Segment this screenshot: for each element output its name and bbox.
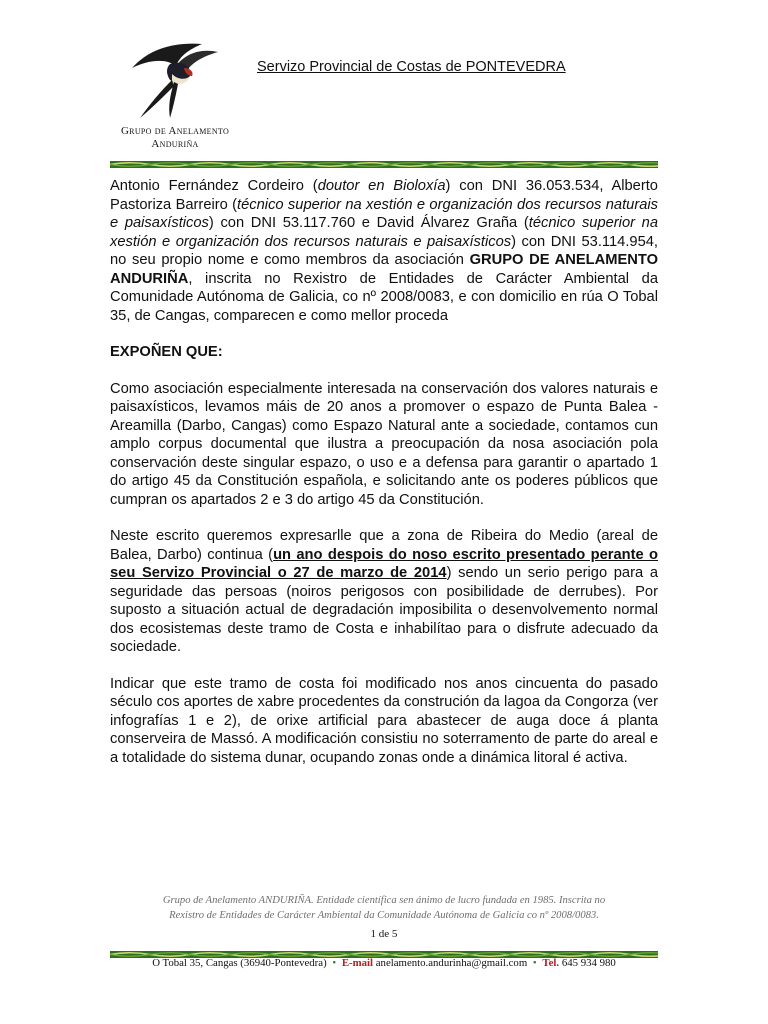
org-logo-text [100, 125, 250, 151]
org-name-line1: Grupo de Anelamento [120, 125, 230, 137]
footer-note-line1: Grupo de Anelamento ANDURIÑA. Entidade científica sen ánimo de lucro fundada en 1985. Inscrita no [162, 895, 606, 906]
intro-org-name: GRUPO DE ANELAMENTO ANDURIÑA [110, 252, 658, 287]
intro-text: ) con DNI 53.114.954, no seu propio nome e como membros da asociación [110, 233, 658, 268]
swallow-logo-icon [130, 40, 220, 120]
intro-qualification: técnico superior na xestión e organización dos recursos naturais e paisaxísticos [110, 196, 658, 231]
footer-note [100, 893, 668, 923]
bullet-separator: • [332, 957, 337, 969]
intro-qualification: técnico superior na xestión e organización dos recursos naturais e paisaxísticos [110, 215, 658, 250]
paragraph-1: Como asociación especialmente interesada na conservación dos valores naturais e paisaxísticos, levamos máis de 20 anos a promover o espazo de Punta Balea - Areamilla (Darbo, Cangas) como Espazo Natural ante a sociedade, contamos cun amplo corpus documental que ilustra a preocupación da nosa asociación pola conservación deste singular espazo, o uso e a defensa para garantir o apartado 1 do artigo 45 da Constitución española, e solicitando ante os poderes públicos que cumpran os apartados 2 e 3 do artigo 45 da Constitución. [110, 380, 658, 508]
paragraph-2-emphasis: un ano despois do noso escrito presentado perante o seu Servizo Provincial o 27 de marzo de 2014 [110, 546, 658, 581]
intro-degree: doutor en Bioloxía [317, 178, 446, 194]
intro-text: ) con DNI 53.117.760 e David Álvarez Graña ( [208, 215, 529, 231]
footer-contact [0, 957, 768, 969]
intro-text: Antonio Fernández Cordeiro ( [110, 178, 318, 194]
paragraph-2 [110, 527, 658, 657]
intro-paragraph [110, 177, 658, 325]
letter-body [110, 177, 658, 785]
intro-text: , inscrita no Rexistro de Entidades de Carácter Ambiental da Comunidade Autónoma de Galicia, co nº 2008/0083, e con domicilio en rúa O Tobal 35, de Cangas, comparecen e como mellor proceda [110, 270, 658, 324]
footer-email-link[interactable]: anelamento.andurinha@gmail.com [375, 957, 528, 969]
footer-address: O Tobal 35, Cangas (36940-Pontevedra) [152, 957, 327, 969]
decorative-band-top [110, 155, 658, 162]
paragraph-3: Indicar que este tramo de costa foi modificado nos anos cincuenta do pasado século cos aportes de xabre procedentes da construción da lagoa da Congorza (ver infografías 1 e 2), de orixe artificial para abastecer de auga doce á planta conserveira de Massó. A modificación consistiu no soterramento de parte do areal e a totalidade do sistema dunar, ocupando zonas onde a dinámica litoral é activa. [110, 675, 658, 766]
footer-note-line2: Rexistro de Entidades de Carácter Ambiental da Comunidade Autónoma de Galicia co nº 2008/0083. [169, 910, 599, 921]
paragraph-2-text: Neste escrito queremos expresarlle que a zona de Ribeira do Medio (areal de Balea, Darbo) continua ( [110, 528, 658, 563]
email-label: E-mail [341, 957, 374, 969]
section-heading: EXPOÑEN QUE: [110, 344, 223, 360]
tel-label: Tel. [542, 957, 560, 969]
page-number: 1 de 5 [370, 928, 398, 940]
decorative-band-bottom [110, 945, 658, 952]
org-name-line2: Anduriña [151, 138, 199, 150]
page-header-title: Servizo Provincial de Costas de PONTEVEDRA [257, 59, 566, 75]
intro-text: ) con DNI 36.053.534, Alberto Pastoriza Barreiro ( [110, 178, 658, 213]
paragraph-2-text: ) sendo un serio perigo para a seguridade das persoas (noiros perigosos con posibilidade de derrubes). Por suposto a situación actual de degradación imposibilita o desenvolvemento normal dos ecosistemas deste tramo de Costa e inhabilítao para o disfrute adecuado da sociedade. [110, 565, 658, 655]
footer-phone: 645 934 980 [561, 957, 616, 969]
bullet-separator: • [532, 957, 537, 969]
